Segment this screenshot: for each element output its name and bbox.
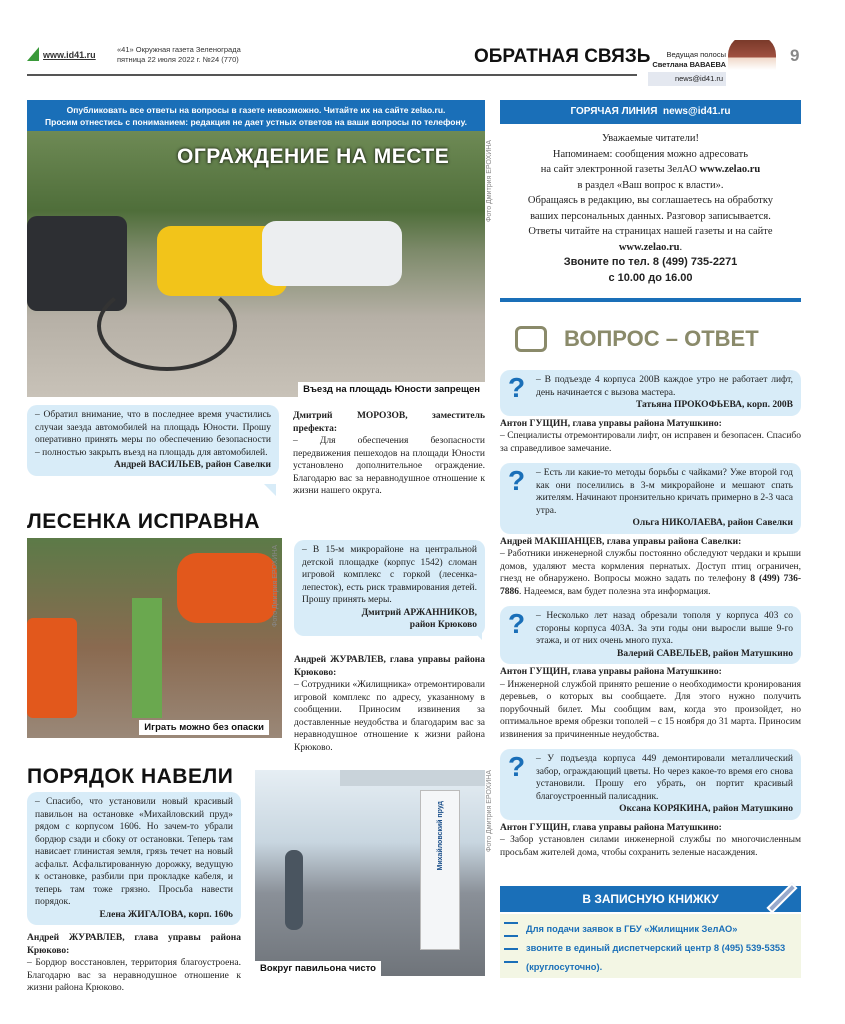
question-signature: Валерий САВЕЛЬЕВ, район Матушкино — [617, 648, 793, 659]
paper-line2: пятница 22 июля 2022 г. №24 (770) — [117, 55, 239, 64]
editor-email: news@id41.ru — [648, 72, 726, 86]
question-text: – У подъезда корпуса 449 демонтировали металлический забор, ограждающий цветы. Но через какое-то время его снова установили. Прошу его убрать, он портит красивый благоустроенный палисадник. — [536, 754, 793, 802]
question-mark-icon: ? — [508, 372, 526, 403]
bubble-tail — [470, 628, 482, 640]
photo-credit: Фото Дмитрия ЕРОХИНА — [272, 545, 279, 627]
answer-text: – Сотрудники «Жилищника» отремонтировали игровой комплекс по адресу, указанному в сообщении. Приносим извинения за доставленные неудобства и благодарим вас за неравнодушное отношение к жизни района Крюково. — [294, 680, 485, 753]
question-text: – В подъезде 4 корпуса 200В каждое утро не работает лифт, день начинается с вызова мастера. — [536, 375, 793, 398]
header-rule — [27, 74, 637, 76]
question-signature: Татьяна ПРОКОФЬЕВА, корп. 200В — [635, 400, 793, 410]
notebook-line — [526, 920, 801, 939]
question-text: – Спасибо, что установили новый красивый павильон на остановке «Михайловский пруд» рядом с корпусом 1606. Но зачем-то убрали бордюр сзади и сбоку от остановки. Теперь там нависает глинистая земля, грязь течет на новый асфальт. Асфальтированную дорожку, ведущую к остановке, разбили при прокладке кабеля, и теперь там тоже грязно. Просьба навести порядок. — [35, 797, 233, 907]
question-bubble — [294, 540, 485, 636]
hotline-line: Напоминаем: сообщения можно адресовать — [552, 148, 749, 160]
qa-item — [500, 749, 801, 859]
white-car — [262, 221, 402, 286]
pedestrian — [285, 850, 303, 930]
hotline-body — [500, 131, 801, 286]
photo-square-fence — [27, 131, 485, 397]
page-number: 9 — [790, 46, 800, 65]
stop-sign: Михайловский пруд — [436, 801, 444, 871]
editor-block — [648, 50, 726, 86]
photo-caption: Въезд на площадь Юности запрещен — [298, 382, 485, 397]
notebook-header — [500, 886, 801, 912]
site-link[interactable]: www.id41.ru — [43, 50, 96, 60]
editor-photo — [728, 35, 776, 85]
section-title: ОБРАТНАЯ СВЯЗЬ — [474, 46, 651, 67]
hotline-line: Обращаясь в редакцию, вы соглашаетесь на обработку — [527, 195, 774, 206]
question-bubble — [500, 370, 801, 416]
notebook-text: Для подачи заявок в ГБУ «Жилищник ЗелАО» — [526, 924, 738, 934]
question-signature: Андрей ВАСИЛЬЕВ, район Савелки — [114, 460, 271, 470]
answer-block — [27, 932, 241, 995]
paper-line1: «41» Окружная газета Зеленограда — [117, 45, 241, 54]
photo-caption: Вокруг павильона чисто — [255, 961, 381, 976]
answer-part: . Надеемся, вам будет полезна эта информация. — [519, 586, 711, 597]
qa-item — [500, 606, 801, 741]
shelter-panel — [420, 790, 460, 950]
slide — [177, 553, 277, 623]
answer-text: – Специалисты отремонтировали лифт, он исправен и безопасен. Спасибо за справедливое замечание. — [500, 431, 801, 454]
bubble-tail — [264, 484, 276, 496]
hotline-line: в раздел «Ваш вопрос к власти». — [577, 179, 724, 191]
story2-title: ЛЕСЕНКА ИСПРАВНА — [27, 510, 261, 533]
story3-title: ПОРЯДОК НАВЕЛИ — [27, 765, 234, 788]
question-bubble — [500, 606, 801, 664]
editor-name: Светлана ВАВАЕВА — [652, 59, 726, 69]
story1-title: ОГРАЖДЕНИЕ НА МЕСТЕ — [177, 145, 450, 168]
qa-item — [500, 463, 801, 598]
photo-caption: Играть можно без опаски — [139, 720, 269, 735]
answer-text — [500, 548, 801, 598]
notebook-line — [526, 939, 801, 958]
ladder — [132, 598, 162, 718]
cyclist — [97, 281, 237, 371]
question-mark-icon: ? — [508, 751, 526, 782]
hotline-line — [500, 162, 801, 178]
chat-bubble-icon — [515, 326, 547, 352]
zelao-link[interactable]: www.zelao.ru — [699, 164, 761, 175]
ring-binder-icon — [504, 922, 518, 972]
question-signature: Ольга НИКОЛАЕВА, район Савелки — [632, 518, 793, 528]
hotline-line: ваших персональных данных. Разговор записывается. — [530, 210, 771, 222]
answer-text: – Бордюр восстановлен, территория благоустроена. Благодарю вас за неравнодушное отношение к жизни района Крюково. — [27, 958, 241, 993]
photo-credit: Фото Дмитрия ЕРОХИНА — [486, 140, 493, 222]
notebook-line — [526, 958, 801, 977]
hotline-line: Ответы читайте на страницах нашей газеты и на сайте — [528, 226, 773, 237]
answer-block — [500, 418, 801, 456]
divider — [500, 298, 801, 302]
zelao-link[interactable]: www.zelao.ru — [618, 241, 680, 253]
answer-author: Антон ГУЩИН, глава управы района Матушкино: — [500, 418, 722, 429]
answer-block — [293, 410, 485, 498]
logo-icon — [27, 47, 39, 61]
hotline-header — [500, 100, 801, 124]
answer-block — [500, 666, 801, 741]
question-signature-district: район Крюково — [409, 620, 477, 630]
photo-credit: Фото Дмитрия ЕРОХИНА — [486, 770, 493, 852]
photo-bus-stop — [255, 770, 485, 976]
answer-block — [500, 822, 801, 860]
notebook-body — [500, 914, 801, 978]
question-mark-icon: ? — [508, 608, 526, 639]
question-bubble — [500, 749, 801, 820]
answer-phone: 8 (499) 736-7886 — [500, 574, 801, 597]
hotline-text: на сайт электронной газеты ЗелАО — [540, 164, 700, 175]
question-bubble — [27, 792, 241, 925]
hotline-phone: Звоните по тел. 8 (499) 735-2271 — [563, 256, 738, 268]
qa-title: ВОПРОС – ОТВЕТ — [564, 326, 759, 351]
slide — [27, 618, 77, 718]
answer-author: Андрей ЖУРАВЛЕВ, глава управы района Крюково: — [27, 933, 241, 956]
question-text: – Есть ли какие-то методы борьбы с чайками? Уже второй год как они поселились в 3-м микрорайоне и мешают спать жителям. Начинают пронзительно кричать примерно в 2-3 часа утра. — [536, 468, 794, 516]
hotline-hours: с 10.00 до 16.00 — [608, 271, 693, 284]
question-text: – Несколько лет назад обрезали тополя у корпуса 403 со стороны корпуса 403А. За эти годы они выросли выше 9-го этажа, и от них очень много пуха. — [536, 611, 793, 646]
banner-line2: Просим отнестись с пониманием: редакция не дает устных ответов на ваши вопросы по телефону. — [45, 117, 467, 127]
answer-text: – Инженерной службой принято решение о необходимости кронирования деревьев, о которых вы сообщаете. Для этого нужно получить порубочный билет. Мы сообщим вам, когда это произойдет, но оптимальное время обрезки тополей – с 15 ноября до 31 марта. Приносим извинения за причиненные неудобства. — [500, 679, 801, 740]
question-signature: Дмитрий АРЖАННИКОВ, — [361, 607, 477, 618]
hotline-line: Уважаемые читатели! — [602, 133, 699, 144]
answer-author: Андрей МАКШАНЦЕВ, глава управы района Савелки: — [500, 536, 742, 547]
answer-text: – Забор установлен силами инженерной службы по многочисленным просьбам жителей дома, чтобы сохранить зеленые насаждения. — [500, 835, 801, 858]
question-text: – Обратил внимание, что в последнее время участились случаи заезда автомобилей на площадь Юности. Прошу оперативно принять меры по обеспечению безопасности – полностью закрыть въезд на площадь для автомобилей. — [35, 410, 271, 458]
question-text: – В 15-м микрорайоне на центральной детской площадке (корпус 1542) сломан игровой комплекс с горкой (лесенка-лепесток), есть риск травмирования детей. Прошу принять меры. — [302, 545, 477, 605]
answer-author: Антон ГУЩИН, глава управы района Матушкино: — [500, 667, 722, 677]
hotline-text: . — [679, 241, 683, 253]
qa-item — [500, 370, 801, 455]
question-bubble — [500, 463, 801, 534]
notebook-text: (круглосуточно). — [526, 962, 603, 972]
hotline-title: ГОРЯЧАЯ ЛИНИЯ — [570, 106, 658, 117]
bubble-tail — [226, 908, 238, 920]
answer-block — [294, 654, 485, 754]
question-bubble — [27, 405, 279, 476]
question-mark-icon: ? — [508, 465, 526, 496]
answer-block — [500, 536, 801, 599]
editor-label: Ведущая полосы — [666, 50, 726, 59]
question-signature: Оксана КОРЯКИНА, район Матушкино — [619, 804, 793, 814]
answer-text: – Для обеспечения безопасности передвижения пешеходов на площади Юности установлено дополнительное ограждение. Благодарю вас за неравнодушное отношение к жизни нашего округа. — [293, 436, 485, 496]
banner-line1: Опубликовать все ответы на вопросы в газете невозможно. Читайте их на сайте zelao.ru. — [66, 105, 446, 115]
answer-part: – Работники инженерной службы постоянно обследуют чердаки и крыши домов, удаляют места кормления пернатых. Доступ птиц ограничен, гнезд не обнаружено. Вопросы можно задать по телефону — [500, 549, 801, 584]
answer-author: Дмитрий МОРОЗОВ, заместитель префекта: — [293, 411, 485, 434]
question-signature: Елена ЖИГАЛОВА, корп. 1606 — [99, 909, 233, 920]
paper-info — [117, 45, 241, 65]
notebook-title: В ЗАПИСНУЮ КНИЖКУ — [582, 892, 719, 906]
notice-banner — [27, 100, 485, 131]
qa-list — [500, 370, 801, 859]
hotline-line — [500, 240, 801, 256]
answer-author: Антон ГУЩИН, глава управы района Матушкино: — [500, 822, 722, 833]
photo-playground — [27, 538, 282, 738]
bus-shelter — [340, 770, 485, 786]
hotline-email[interactable]: news@id41.ru — [662, 106, 731, 117]
answer-author: Андрей ЖУРАВЛЕВ, глава управы района Крюково: — [294, 655, 485, 678]
notebook-text: звоните в единый диспетчерский центр 8 (495) 539-5353 — [526, 943, 786, 953]
